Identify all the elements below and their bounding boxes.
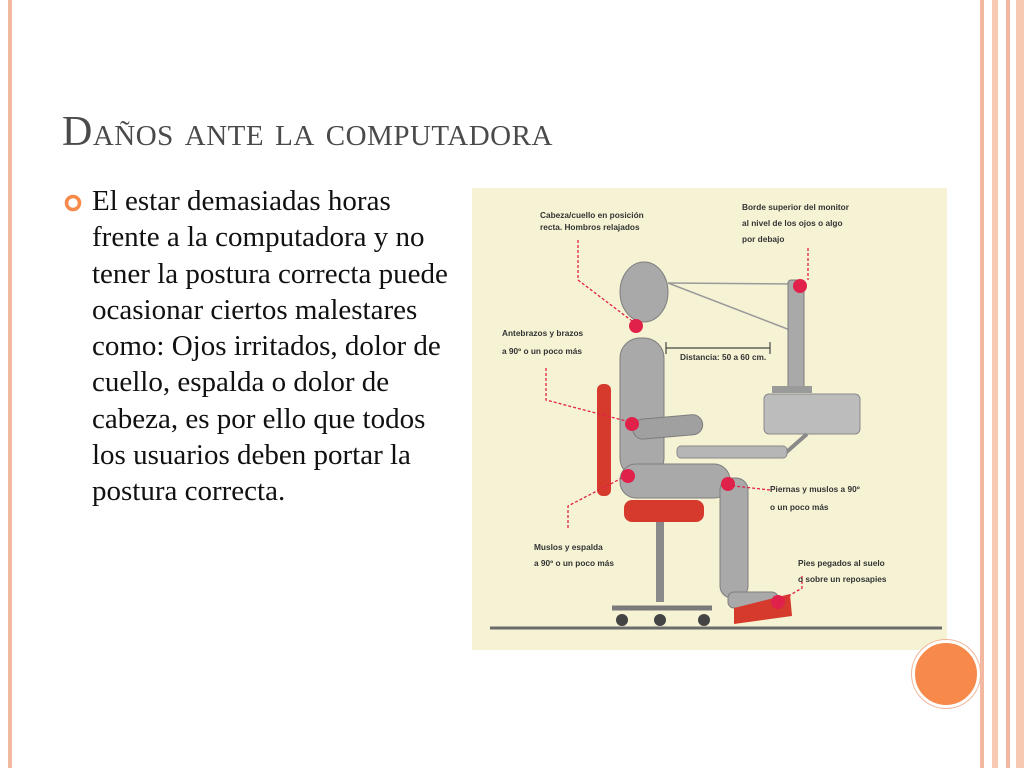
monitor-icon — [788, 280, 804, 390]
chair-post — [656, 522, 664, 602]
label-monitor: al nivel de los ojos o algo — [742, 218, 843, 228]
label-feet: Pies pegados al suelo — [798, 558, 885, 568]
label-monitor: Borde superior del monitor — [742, 202, 849, 212]
ergonomic-posture-figure — [472, 188, 947, 650]
right-frame-stripe — [1016, 0, 1024, 768]
bullet-icon — [64, 194, 82, 212]
label-head: Cabeza/cuello en posición — [540, 210, 644, 220]
mannequin-thigh — [620, 464, 730, 498]
slide-title: Daños ante la computadora — [62, 109, 553, 155]
label-legs: Piernas y muslos a 90º — [770, 484, 860, 494]
decorative-orange-circle — [912, 640, 980, 708]
right-frame-stripe — [992, 0, 998, 768]
chair-back — [597, 384, 611, 496]
marker-back — [621, 469, 635, 483]
label-feet: o sobre un reposapies — [798, 574, 887, 584]
label-arms: a 90º o un poco más — [502, 346, 583, 356]
label-head: recta. Hombros relajados — [540, 222, 640, 232]
right-frame-stripe — [980, 0, 984, 768]
marker-arm — [625, 417, 639, 431]
label-monitor: por debajo — [742, 234, 785, 244]
label-legs: o un poco más — [770, 502, 829, 512]
mannequin-leg — [720, 478, 748, 598]
chair-seat — [624, 500, 704, 522]
marker-monitor — [793, 279, 807, 293]
label-arms: Antebrazos y brazos — [502, 328, 584, 338]
distance-label: Distancia: 50 a 60 cm. — [680, 352, 767, 362]
right-frame-stripe — [1006, 0, 1010, 768]
marker-neck — [629, 319, 643, 333]
keyboard-tray — [677, 446, 787, 458]
mannequin-torso — [620, 338, 664, 478]
mannequin-head — [620, 262, 668, 322]
monitor-base — [772, 386, 812, 393]
marker-knee — [721, 477, 735, 491]
body-text: El estar demasiadas horas frente a la computadora y no tener la postura correcta puede ocasionar ciertos malestares como: Ojos irritados, dolor de cuello, espalda o dolor de cabeza, es por ello que todos los usuarios deben portar la postura correcta. — [92, 185, 448, 508]
left-frame-stripe — [8, 0, 12, 768]
label-thighs: a 90º o un poco más — [534, 558, 615, 568]
sight-line — [668, 283, 800, 284]
cpu-unit — [764, 394, 860, 434]
marker-foot — [771, 595, 785, 609]
label-thighs: Muslos y espalda — [534, 542, 603, 552]
